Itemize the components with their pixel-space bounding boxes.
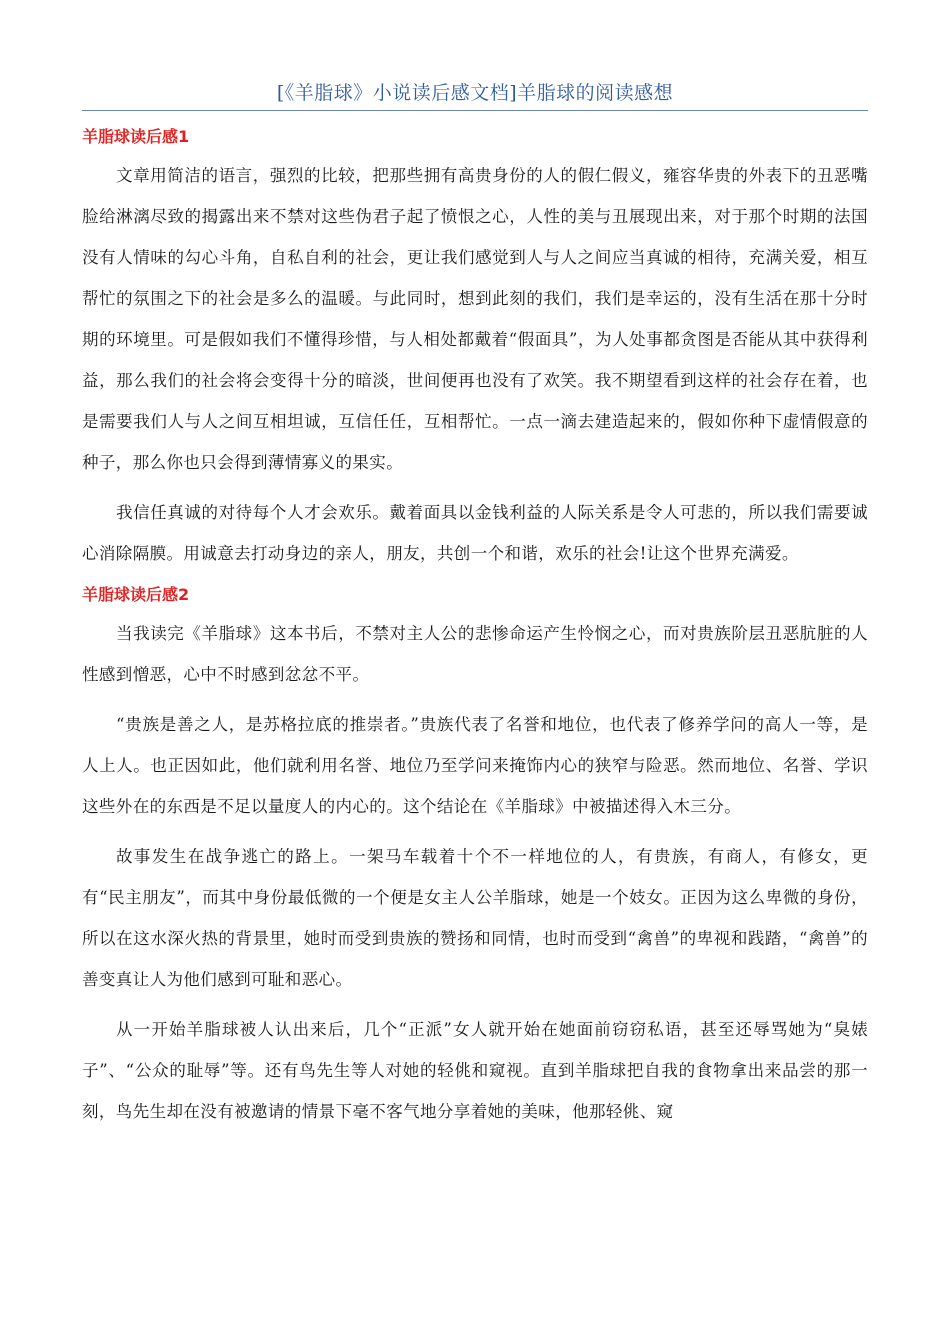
section-heading-2: 羊脂球读后感2 (82, 585, 190, 604)
page-header (82, 80, 868, 111)
document-title: [《羊脂球》小说读后感文档]羊脂球的阅读感想 (276, 82, 674, 104)
section-heading-1: 羊脂球读后感1 (82, 127, 190, 146)
paragraph: “贵族是善之人，是苏格拉底的推崇者。”贵族代表了名誉和地位，也代表了修养学问的高人一等，是人上人。也正因如此，他们就利用名誉、地位乃至学问来掩饰内心的狭窄与险恶。然而地位、名誉、学识这些外在的东西是不足以量度人的内心的。这个结论在《羊脂球》中被描述得入木三分。 (82, 715, 868, 816)
paragraph: 从一开始羊脂球被人认出来后，几个“正派”女人就开始在她面前窃窃私语，甚至还辱骂她为“臭婊子”、“公众的耻辱”等。还有鸟先生等人对她的轻佻和窥视。直到羊脂球把自我的食物拿出来品尝的那一刻，鸟先生却在没有被邀请的情景下毫不客气地分享着她的美味，他那轻佻、窥 (82, 1020, 868, 1121)
paragraph: 我信任真诚的对待每个人才会欢乐。戴着面具以金钱利益的人际关系是令人可悲的，所以我们需要诚心消除隔膜。用诚意去打动身边的亲人，朋友，共创一个和谐，欢乐的社会!让这个世界充满爱。 (82, 503, 868, 563)
document-body (82, 125, 868, 1132)
paragraph: 当我读完《羊脂球》这本书后，不禁对主人公的悲惨命运产生怜悯之心，而对贵族阶层丑恶肮脏的人性感到憎恶，心中不时感到忿忿不平。 (82, 624, 868, 684)
paragraph: 文章用简洁的语言，强烈的比较，把那些拥有高贵身份的人的假仁假义，雍容华贵的外表下的丑恶嘴脸给淋漓尽致的揭露出来不禁对这些伪君子起了愤恨之心，人性的美与丑展现出来，对于那个时期的法国没有人情味的勾心斗角，自私自利的社会，更让我们感觉到人与人之间应当真诚的相待，充满关爱，相互帮忙的氛围之下的社会是多么的温暖。与此同时，想到此刻的我们，我们是幸运的，没有生活在那十分时期的环境里。可是假如我们不懂得珍惜，与人相处都戴着“假面具”，为人处事都贪图是否能从其中获得利益，那么我们的社会将会变得十分的暗淡，世间便再也没有了欢笑。我不期望看到这样的社会存在着，也是需要我们人与人之间互相坦诚，互信任任，互相帮忙。一点一滴去建造起来的，假如你种下虚情假意的种子，那么你也只会得到薄情寡义的果实。 (82, 166, 868, 472)
paragraph: 故事发生在战争逃亡的路上。一架马车载着十个不一样地位的人，有贵族，有商人，有修女，更有“民主朋友”，而其中身份最低微的一个便是女主人公羊脂球，她是一个妓女。正因为这么卑微的身份，所以在这水深火热的背景里，她时而受到贵族的赞扬和同情，也时而受到“禽兽”的卑视和践踏，“禽兽”的善变真让人为他们感到可耻和恶心。 (82, 847, 868, 989)
